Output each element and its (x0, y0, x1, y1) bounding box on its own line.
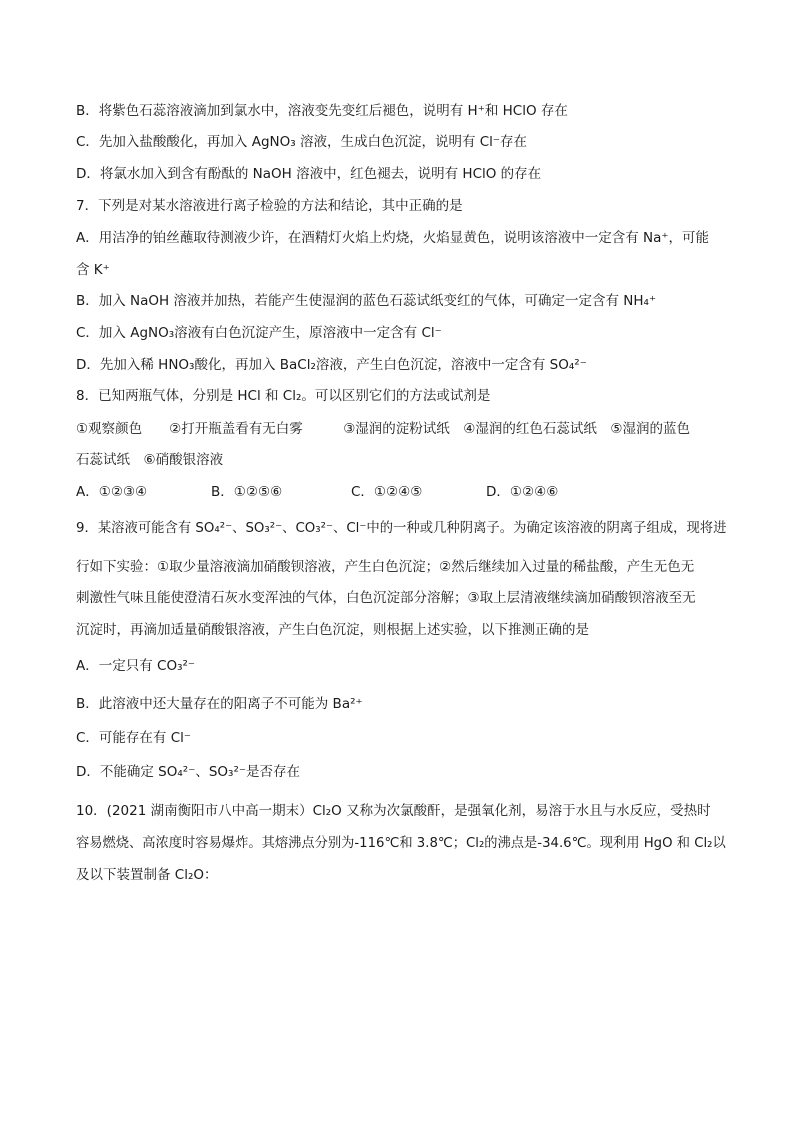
q9-stem-2: 行如下实验：①取少量溶液滴加硝酸钡溶液，产生白色沉淀；②然后继续加入过量的稀盐酸，产生无色无 (76, 559, 695, 575)
q9-option-d: D．不能确定 SO₄²⁻、SO₃²⁻是否存在 (76, 764, 300, 780)
q10-stem-3: 及以下装置制备 Cl₂O： (76, 867, 218, 883)
q8-items: ①观察颜色 ②打开瓶盖看有无白雾 ③湿润的淀粉试纸 ④湿润的红色石蕊试纸 ⑤湿润的蓝色 (76, 421, 691, 437)
q8-option-a: A．①②③④ (76, 484, 148, 500)
q8-items-cont: 石蕊试纸 ⑥硝酸银溶液 (76, 452, 224, 468)
q7-option-d: D．先加入稀 HNO₃酸化，再加入 BaCl₂溶液，产生白色沉淀，溶液中一定含有 SO₄²⁻ (76, 357, 587, 373)
q9-option-c: C．可能存在有 Cl⁻ (76, 730, 192, 746)
q8-option-c: C．①②④⑤ (351, 484, 423, 500)
q7-stem: 7．下列是对某水溶液进行离子检验的方法和结论，其中正确的是 (76, 198, 463, 214)
q6-option-c: C．先加入盐酸酸化，再加入 AgNO₃ 溶液，生成白色沉淀，说明有 Cl⁻存在 (76, 134, 528, 150)
q8-options (76, 482, 726, 502)
q9-stem-4: 沉淀时，再滴加适量硝酸银溶液，产生白色沉淀，则根据上述实验，以下推测正确的是 (76, 622, 589, 638)
q7-option-c: C．加入 AgNO₃溶液有白色沉淀产生，原溶液中一定含有 Cl⁻ (76, 325, 442, 341)
q7-option-b: B．加入 NaOH 溶液并加热，若能产生使湿润的蓝色石蕊试纸变红的气体，可确定一定含有 NH₄⁺ (76, 293, 657, 309)
q9-stem-3: 刺激性气味且能使澄清石灰水变浑浊的气体，白色沉淀部分溶解；③取上层清液继续滴加硝酸钡溶液至无 (76, 590, 696, 606)
q7-option-a: A．用洁净的铂丝蘸取待测液少许，在酒精灯火焰上灼烧，火焰显黄色，说明该溶液中一定含有 Na⁺，可能 (76, 230, 710, 246)
q10-stem: 10．(2021 湖南衡阳市八中高一期末）Cl₂O 又称为次氯酸酐，是强氧化剂，易溶于水且与水反应，受热时 (76, 803, 711, 819)
q8-option-b: B．①②⑤⑥ (211, 484, 283, 500)
q9-stem: 9．某溶液可能含有 SO₄²⁻、SO₃²⁻、CO₃²⁻、Cl⁻中的一种或几种阴离子。为确定该溶液的阴离子组成，现将进 (76, 520, 727, 536)
q8-stem: 8．已知两瓶气体，分别是 HCl 和 Cl₂。可以区别它们的方法或试剂是 (76, 388, 491, 404)
q6-option-b: B．将紫色石蕊溶液滴加到氯水中，溶液变先变红后褪色，说明有 H⁺和 HClO 存在 (76, 103, 568, 119)
q7-option-a-cont: 含 K⁺ (76, 262, 110, 278)
q10-stem-2: 容易燃烧、高浓度时容易爆炸。其熔沸点分别为-116℃和 3.8℃；Cl₂的沸点是-34.6℃。现利用 HgO 和 Cl₂以 (76, 835, 726, 851)
q8-option-d: D．①②④⑥ (486, 484, 559, 500)
q9-option-a: A．一定只有 CO₃²⁻ (76, 658, 196, 674)
q6-option-d: D．将氯水加入到含有酚酞的 NaOH 溶液中，红色褪去，说明有 HClO 的存在 (76, 166, 542, 182)
q9-option-b: B．此溶液中还大量存在的阳离子不可能为 Ba²⁺ (76, 696, 363, 712)
